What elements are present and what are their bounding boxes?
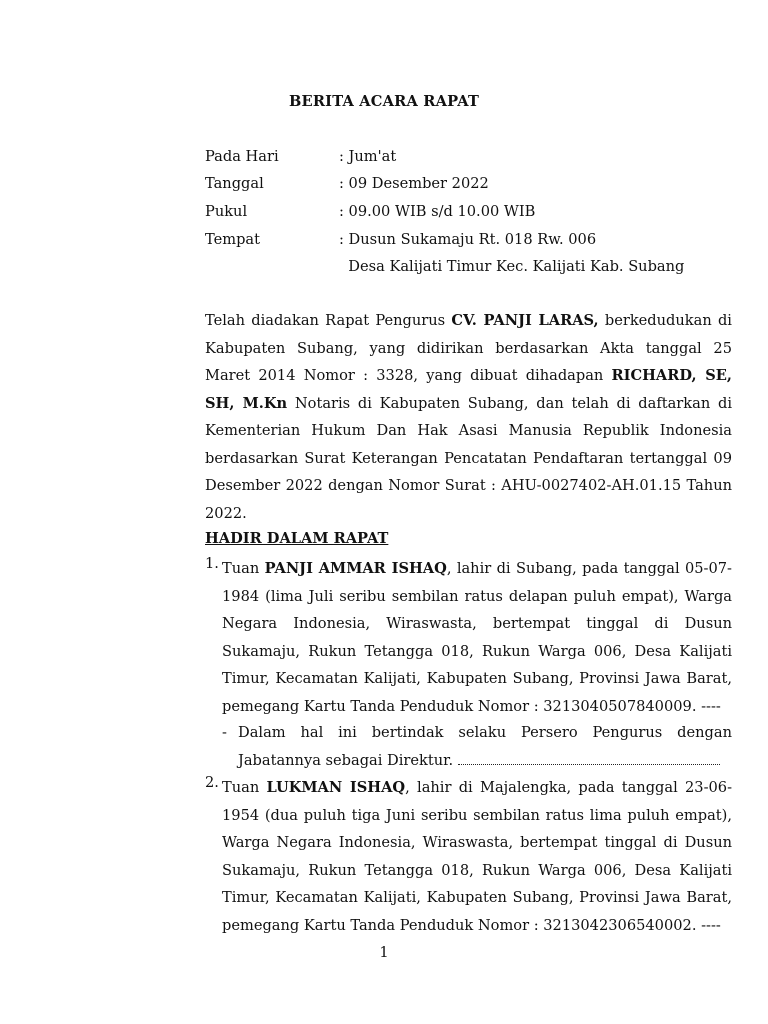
- intro-text: Notaris di Kabupaten Subang, dan telah di daftarkan di Kementerian Hukum Dan Hak Asasi Manusia Republik Indonesia berdasarkan Surat Keterangan Pencatatan Pendaftaran tertanggal 09 Desember 2022 dengan Nomor Surat : AHU-0027402-AH.01.15 Tahun 2022.: [205, 394, 732, 522]
- info-value: : Dusun Sukamaju Rt. 018 Rw. 006: [339, 231, 597, 248]
- attendee-role: [222, 719, 732, 774]
- intro-text: berkedudukan di Kabupaten Subang, yang didirikan berdasarkan Akta tanggal 25 Maret 2014 Nomor : 3328, yang dibuat dihadapan: [205, 312, 732, 384]
- info-label: Tanggal: [205, 175, 264, 192]
- info-label: Pada Hari: [205, 148, 279, 165]
- info-value: Desa Kalijati Timur Kec. Kalijati Kab. Subang: [339, 258, 685, 275]
- info-label: Tempat: [205, 231, 260, 248]
- attendee-number: 2.: [205, 774, 219, 791]
- attendee-item: [205, 555, 732, 720]
- notary-name: RICHARD, SE, SH, M.Kn: [205, 367, 732, 412]
- attendee-item: [205, 774, 732, 939]
- info-value: : 09 Desember 2022: [339, 175, 489, 192]
- attendee-text: [222, 774, 732, 939]
- info-value: : Jum'at: [339, 148, 397, 165]
- attendee-prefix: Tuan: [222, 560, 265, 577]
- attendee-number: 1.: [205, 555, 219, 572]
- attendee-details: , lahir di Majalengka, pada tanggal 23-06-1954 (dua puluh tiga Juni seribu sembilan ratus lima puluh empat), Warga Negara Indonesia, Wiraswasta, bertempat tinggal di Dusun Sukamaju, Rukun Tetangga 018, Rukun Warga 006, Desa Kalijati Timur, Kecamatan Kalijati, Kabupaten Subang, Provinsi Jawa Barat, pemegang Kartu Tanda Penduduk Nomor : 3213042306540002. ----: [222, 779, 733, 934]
- attendee-name: LUKMAN ISHAQ: [266, 779, 406, 796]
- company-name: CV. PANJI LARAS,: [451, 312, 599, 329]
- dotted-fill-line: [458, 754, 720, 765]
- page-number: 1: [379, 944, 389, 961]
- info-value: : 09.00 WIB s/d 10.00 WIB: [339, 203, 536, 220]
- attendee-name: PANJI AMMAR ISHAQ: [264, 560, 447, 577]
- attendee-prefix: Tuan: [222, 779, 267, 796]
- intro-paragraph: [205, 307, 732, 527]
- role-text: Dalam hal ini bertindak selaku Persero Pengurus dengan Jabatannya sebagai Direktur.: [238, 724, 732, 769]
- document-title: BERITA ACARA RAPAT: [288, 93, 480, 110]
- info-label: Pukul: [205, 203, 248, 220]
- role-dash: -: [222, 724, 227, 741]
- attendee-details: , lahir di Subang, pada tanggal 05-07-1984 (lima Juli seribu sembilan ratus delapan puluh empat), Warga Negara Indonesia, Wiraswasta, bertempat tinggal di Dusun Sukamaju, Rukun Tetangga 018, Rukun Warga 006, Desa Kalijati Timur, Kecamatan Kalijati, Kabupaten Subang, Provinsi Jawa Barat, pemegang Kartu Tanda Penduduk Nomor : 3213040507840009. ----: [222, 560, 732, 715]
- attendee-text: [222, 555, 732, 720]
- intro-text: Telah diadakan Rapat Pengurus: [205, 312, 452, 329]
- attendance-heading: HADIR DALAM RAPAT: [205, 530, 389, 547]
